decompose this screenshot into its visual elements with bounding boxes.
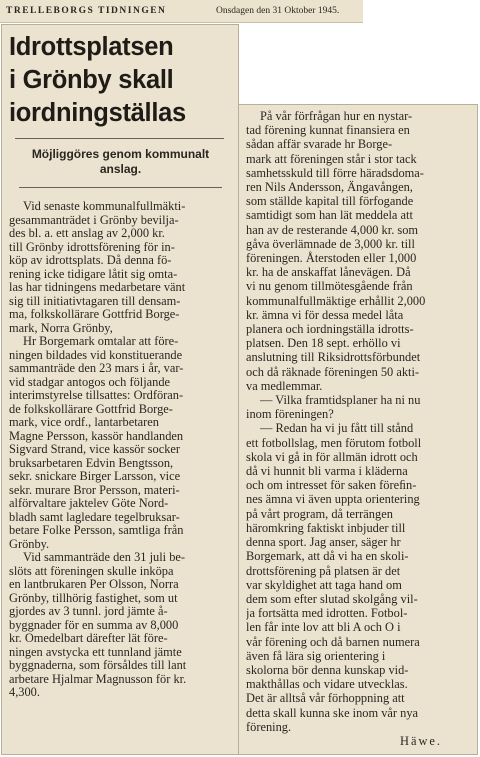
text-line: föreningen. Återstoden eller 1,000 xyxy=(246,251,417,266)
text-line: till Grönby idrottsförening för in- xyxy=(9,240,175,254)
article-column-right xyxy=(238,104,478,755)
newspaper-masthead xyxy=(0,0,363,23)
text-line: vid stadgar antogos och följande xyxy=(9,375,171,389)
text-line: interimstyrelse tillsattes: Ordföran- xyxy=(9,389,184,402)
text-line: och om intresset för saken föreﬁn- xyxy=(246,478,417,493)
subhead-line: anslag. xyxy=(99,162,142,176)
text-line: bruksarbetaren Edvin Bengtsson, xyxy=(9,456,174,470)
text-line: vår förening och då barnen numera xyxy=(246,634,420,649)
text-line: sekr. snickare Birger Larsson, vice xyxy=(9,470,181,483)
text-line: Vid senaste kommunalfullmäkti- xyxy=(23,200,186,213)
text-line: förening. xyxy=(246,719,292,734)
subhead-line: Möjliggöres genom kommunalt xyxy=(31,147,210,161)
text-line: ren Nils Andersson, Ängavången, xyxy=(246,180,413,195)
text-line: köp av idrottsplats. Då denna fö- xyxy=(9,254,172,267)
text-line: 4,300. xyxy=(9,686,40,699)
text-line: des bl. a. ett anslag av 2,000 kr. xyxy=(9,227,165,240)
text-line: byggnaderna, som försåldes till lant xyxy=(9,659,187,672)
text-line: ett fotbollslag, men förutom fotboll xyxy=(246,435,422,450)
text-line: detta skall kunna ske inom vår nya xyxy=(246,705,419,720)
text-line: Sigvard Strand, vice kassör socker xyxy=(9,443,181,456)
text-line: kommunalfullmäktige erhållit 2,000 xyxy=(246,293,426,308)
text-line: gesammanträdet i Grönby bevilja- xyxy=(9,213,179,227)
newspaper-name: TRELLEBORGS TIDNINGEN xyxy=(6,6,167,16)
text-line: ja fortsätta med idrotten. Fotbol- xyxy=(246,606,408,621)
subhead-divider xyxy=(19,187,222,188)
text-line: på vårt program, då terrängen xyxy=(246,506,393,521)
text-line: skolorna bör denna kunskap vid- xyxy=(246,662,409,677)
text-line: byggnader för en summa av 8,000 xyxy=(9,618,179,632)
text-line: kr. ämna vi för dessa medel låta xyxy=(246,307,404,322)
text-line: en lantbrukaren Per Olsson, Norra xyxy=(9,578,179,591)
text-line: Vid sammanträde den 31 juli be- xyxy=(23,551,186,564)
text-line: sig till initiativtagaren till densam- xyxy=(9,294,181,308)
text-line: gåva överlämnade de 3,000 kr. till xyxy=(246,236,415,251)
text-line: vi nu genom tillmötesgående från xyxy=(246,279,413,294)
text-line: len får inte lov att bli A och O i xyxy=(246,620,401,635)
text-line: Häwe. xyxy=(400,733,442,748)
text-line: sekr. murare Bror Persson, materi- xyxy=(9,483,180,497)
text-line: Det är alltså vår förhoppning att xyxy=(246,691,405,706)
article-subheading xyxy=(9,147,232,177)
text-line: och då räknade föreningen 50 akti- xyxy=(246,364,420,379)
text-line: kr. ha de anskaffat lånevägen. Då xyxy=(246,265,411,280)
text-line: Hr Borgemark omtalar att före- xyxy=(23,335,179,348)
text-line: han av de resterande 4,000 kr. som xyxy=(246,222,419,237)
text-line: slöts att föreningen skulle inköpa xyxy=(9,564,174,578)
text-line: alförvaltare jaktelev Göte Nord- xyxy=(9,497,169,510)
text-line: rening icke tidigare låtit sig omta- xyxy=(9,267,178,281)
text-line: kr. Omedelbart därefter lät före- xyxy=(9,632,168,645)
headline-line: i Grönby skall xyxy=(9,66,174,94)
text-line: de folkskollärare Gottfrid Borge- xyxy=(9,402,173,416)
text-line: anslutning till Riksidrottsförbundet xyxy=(246,350,421,365)
text-line: Grönby. xyxy=(9,537,50,551)
text-line: som ställde kapital till förfogande xyxy=(246,194,414,209)
text-line: planera och iordningställa idrotts- xyxy=(246,322,414,337)
text-line: var skyldighet att taga hand om xyxy=(246,577,402,592)
text-line: ma, folkskollärare Gottfrid Borge- xyxy=(9,308,180,321)
text-line: samtidigt som han lät meddela att xyxy=(246,208,413,223)
text-line: Magne Persson, kassör handlanden xyxy=(9,429,184,443)
text-line: mark, vice ordf., lantarbetaren xyxy=(9,416,159,429)
text-line: På vår förfrågan hur en nystar- xyxy=(260,109,413,123)
article-body-right xyxy=(246,109,472,748)
text-line: betare Folke Persson, samtliga från xyxy=(9,524,184,537)
text-line: skola vi gå in för allmän idrott och xyxy=(246,449,418,464)
text-line: inom föreningen? xyxy=(246,407,334,422)
headline-line: Idrottsplatsen xyxy=(9,33,174,61)
text-line: va medlemmar. xyxy=(246,378,323,393)
text-line: sådan affär svarade hr Borge- xyxy=(246,137,393,152)
text-line: sammanträde den 23 mars i år, var- xyxy=(9,362,184,375)
headline-line: iordningställas xyxy=(9,99,186,127)
text-line: dem som efter slutad skolgång vil- xyxy=(246,591,418,606)
text-line: — Vilka framtidsplaner ha ni nu xyxy=(260,393,421,408)
issue-date: Onsdagen den 31 Oktober 1945. xyxy=(216,6,340,16)
text-line: även få lära sig orientering i xyxy=(246,648,386,663)
text-line: ningen bildades vid konstituerande xyxy=(9,348,183,362)
text-line: — Redan ha vi ju fått till stånd xyxy=(260,421,414,436)
text-line: häromkring faktiskt inbjuder till xyxy=(246,520,406,535)
text-line: bladh samt lagledare tegelbruksar- xyxy=(9,510,180,524)
text-line: samhetsskuld till förre häradsdoma- xyxy=(246,165,424,180)
article-headline xyxy=(9,31,232,130)
text-line: nes ämna vi även uppta orientering xyxy=(246,492,420,507)
text-line: Borgemark, att då vi ha en skoli- xyxy=(246,549,409,564)
text-line: platsen. Den 18 sept. erhöllo vi xyxy=(246,336,401,351)
text-line: makthållas och vidare utvecklas. xyxy=(246,677,408,692)
headline-divider xyxy=(15,138,224,139)
text-line: denna sport. Jag anser, säger hr xyxy=(246,535,401,550)
article-column-left xyxy=(1,24,239,755)
article-body-left xyxy=(9,200,232,700)
text-line: gjordes av 3 tunnl. jord jämte å- xyxy=(9,605,168,618)
text-line: arbetare Hjalmar Magnusson för kr. xyxy=(9,672,187,686)
text-line: ningen avstycka ett tunnland jämte xyxy=(9,645,182,659)
text-line: Grönby, tillhörig fastighet, som ut xyxy=(9,591,178,605)
text-line: då vi hunnit bli varma i kläderna xyxy=(246,464,408,479)
text-line: mark, Norra Grönby, xyxy=(9,321,113,335)
text-line: tad förening kunnat finansiera en xyxy=(246,123,410,138)
text-line: mark att föreningen står i stor tack xyxy=(246,151,417,166)
text-line: las har tidningens medarbetare vänt xyxy=(9,281,186,294)
text-line: drottsförening på platsen är det xyxy=(246,563,401,578)
